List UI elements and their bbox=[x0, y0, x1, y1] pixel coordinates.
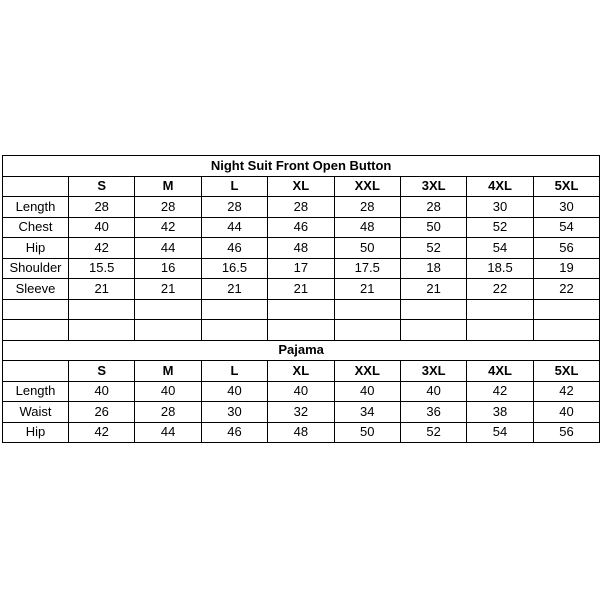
measurement-value: 40 bbox=[69, 217, 135, 238]
measurement-value: 48 bbox=[334, 217, 400, 238]
measurement-value: 21 bbox=[400, 279, 466, 300]
measurement-value: 18 bbox=[400, 258, 466, 279]
measurement-row bbox=[3, 238, 600, 259]
measurement-value: 34 bbox=[334, 402, 400, 423]
measurement-value: 42 bbox=[467, 381, 533, 402]
measurement-value: 22 bbox=[467, 279, 533, 300]
measurement-value: 21 bbox=[268, 279, 334, 300]
header-corner-cell bbox=[3, 361, 69, 382]
measurement-value: 28 bbox=[268, 197, 334, 218]
measurement-value: 16 bbox=[135, 258, 201, 279]
measurement-value: 22 bbox=[533, 279, 600, 300]
measurement-value: 21 bbox=[334, 279, 400, 300]
measurement-label: Waist bbox=[3, 402, 69, 423]
measurement-value: 26 bbox=[69, 402, 135, 423]
empty-cell bbox=[3, 320, 69, 341]
measurement-row bbox=[3, 197, 600, 218]
measurement-row bbox=[3, 402, 600, 423]
measurement-row bbox=[3, 279, 600, 300]
measurement-value: 17 bbox=[268, 258, 334, 279]
measurement-value: 17.5 bbox=[334, 258, 400, 279]
measurement-value: 40 bbox=[69, 381, 135, 402]
measurement-value: 56 bbox=[533, 238, 600, 259]
measurement-value: 44 bbox=[135, 422, 201, 443]
empty-cell bbox=[69, 299, 135, 320]
size-header-cell: L bbox=[201, 361, 267, 382]
measurement-value: 42 bbox=[135, 217, 201, 238]
measurement-value: 40 bbox=[334, 381, 400, 402]
measurement-value: 32 bbox=[268, 402, 334, 423]
measurement-value: 28 bbox=[334, 197, 400, 218]
measurement-value: 40 bbox=[201, 381, 267, 402]
measurement-value: 44 bbox=[201, 217, 267, 238]
night-suit-title-row bbox=[3, 156, 600, 177]
measurement-value: 40 bbox=[533, 402, 600, 423]
size-header-cell: L bbox=[201, 176, 267, 197]
size-header-cell: XL bbox=[268, 361, 334, 382]
measurement-value: 40 bbox=[400, 381, 466, 402]
measurement-value: 16.5 bbox=[201, 258, 267, 279]
night-suit-size-header-row bbox=[3, 176, 600, 197]
empty-cell bbox=[3, 299, 69, 320]
size-header-cell: 5XL bbox=[533, 176, 600, 197]
measurement-value: 21 bbox=[69, 279, 135, 300]
measurement-row bbox=[3, 258, 600, 279]
measurement-value: 44 bbox=[135, 238, 201, 259]
measurement-value: 30 bbox=[467, 197, 533, 218]
measurement-value: 28 bbox=[135, 402, 201, 423]
measurement-value: 52 bbox=[467, 217, 533, 238]
measurement-value: 36 bbox=[400, 402, 466, 423]
measurement-value: 18.5 bbox=[467, 258, 533, 279]
empty-cell bbox=[268, 299, 334, 320]
size-header-cell: XXL bbox=[334, 176, 400, 197]
pajama-title-row bbox=[3, 340, 600, 361]
measurement-value: 28 bbox=[400, 197, 466, 218]
measurement-row bbox=[3, 381, 600, 402]
measurement-value: 19 bbox=[533, 258, 600, 279]
measurement-label: Hip bbox=[3, 422, 69, 443]
size-header-cell: 4XL bbox=[467, 361, 533, 382]
measurement-value: 56 bbox=[533, 422, 600, 443]
measurement-value: 54 bbox=[467, 238, 533, 259]
size-header-cell: XXL bbox=[334, 361, 400, 382]
size-header-cell: M bbox=[135, 361, 201, 382]
measurement-value: 42 bbox=[533, 381, 600, 402]
size-header-cell: 3XL bbox=[400, 361, 466, 382]
measurement-label: Shoulder bbox=[3, 258, 69, 279]
empty-cell bbox=[135, 299, 201, 320]
pajama-title: Pajama bbox=[3, 340, 600, 361]
empty-cell bbox=[268, 320, 334, 341]
empty-row bbox=[3, 320, 600, 341]
measurement-label: Hip bbox=[3, 238, 69, 259]
empty-cell bbox=[201, 299, 267, 320]
empty-cell bbox=[201, 320, 267, 341]
measurement-value: 54 bbox=[467, 422, 533, 443]
measurement-value: 46 bbox=[201, 422, 267, 443]
measurement-value: 42 bbox=[69, 422, 135, 443]
pajama-size-header-row bbox=[3, 361, 600, 382]
size-header-cell: S bbox=[69, 176, 135, 197]
measurement-value: 28 bbox=[135, 197, 201, 218]
measurement-row bbox=[3, 422, 600, 443]
empty-cell bbox=[533, 299, 600, 320]
measurement-value: 30 bbox=[201, 402, 267, 423]
size-header-cell: 4XL bbox=[467, 176, 533, 197]
measurement-value: 50 bbox=[334, 422, 400, 443]
header-corner-cell bbox=[3, 176, 69, 197]
empty-cell bbox=[467, 320, 533, 341]
measurement-value: 38 bbox=[467, 402, 533, 423]
measurement-label: Length bbox=[3, 197, 69, 218]
empty-cell bbox=[135, 320, 201, 341]
measurement-value: 42 bbox=[69, 238, 135, 259]
measurement-value: 54 bbox=[533, 217, 600, 238]
empty-cell bbox=[467, 299, 533, 320]
size-header-cell: 3XL bbox=[400, 176, 466, 197]
size-header-cell: M bbox=[135, 176, 201, 197]
measurement-value: 30 bbox=[533, 197, 600, 218]
size-header-cell: 5XL bbox=[533, 361, 600, 382]
empty-cell bbox=[69, 320, 135, 341]
measurement-value: 28 bbox=[69, 197, 135, 218]
measurement-value: 40 bbox=[268, 381, 334, 402]
size-chart-table bbox=[2, 155, 600, 443]
measurement-value: 21 bbox=[201, 279, 267, 300]
measurement-value: 15.5 bbox=[69, 258, 135, 279]
size-header-cell: S bbox=[69, 361, 135, 382]
empty-cell bbox=[334, 320, 400, 341]
measurement-label: Chest bbox=[3, 217, 69, 238]
measurement-value: 46 bbox=[201, 238, 267, 259]
measurement-value: 48 bbox=[268, 238, 334, 259]
empty-cell bbox=[400, 320, 466, 341]
measurement-value: 50 bbox=[400, 217, 466, 238]
measurement-label: Length bbox=[3, 381, 69, 402]
empty-cell bbox=[533, 320, 600, 341]
size-chart-body bbox=[3, 156, 600, 443]
measurement-value: 52 bbox=[400, 422, 466, 443]
size-header-cell: XL bbox=[268, 176, 334, 197]
measurement-value: 21 bbox=[135, 279, 201, 300]
measurement-value: 40 bbox=[135, 381, 201, 402]
measurement-value: 48 bbox=[268, 422, 334, 443]
measurement-value: 50 bbox=[334, 238, 400, 259]
measurement-row bbox=[3, 217, 600, 238]
measurement-value: 46 bbox=[268, 217, 334, 238]
measurement-label: Sleeve bbox=[3, 279, 69, 300]
empty-row bbox=[3, 299, 600, 320]
measurement-value: 52 bbox=[400, 238, 466, 259]
empty-cell bbox=[334, 299, 400, 320]
measurement-value: 28 bbox=[201, 197, 267, 218]
night-suit-title: Night Suit Front Open Button bbox=[3, 156, 600, 177]
empty-cell bbox=[400, 299, 466, 320]
